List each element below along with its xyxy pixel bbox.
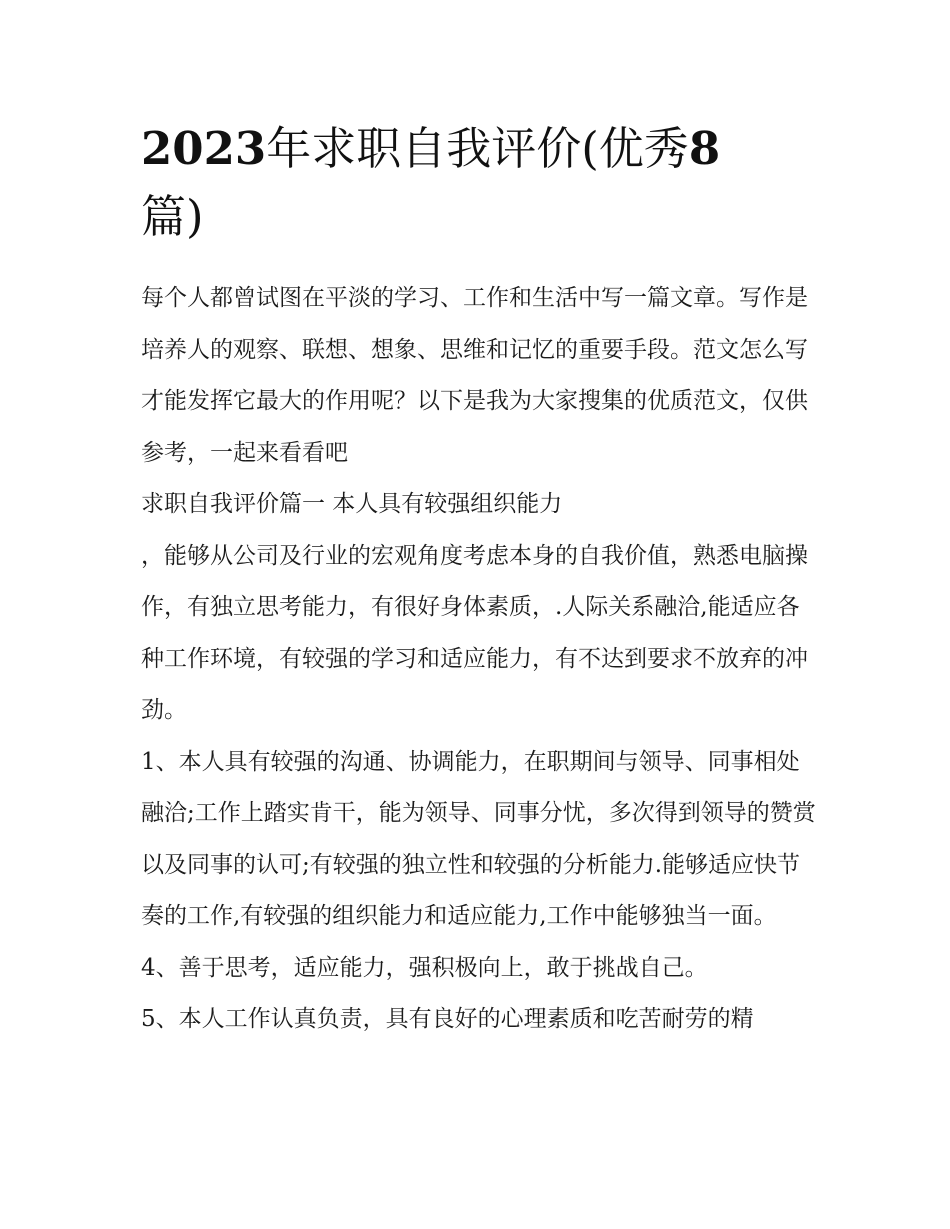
title-year: 2023 [141,122,267,175]
list-item-1: 1、本人具有较强的沟通、协调能力，在职期间与领导、同事相处融洽;工作上踏实肯干，能为领导、同事分忧，多次得到领导的赞赏以及同事的认可;有较强的独立性和较强的分析能力.能够适应快节奏的工作,有较强的组织能力和适应能力,工作中能够独当一面。 [141,748,816,929]
title-tail: 篇) [141,190,204,243]
document-content [141,115,821,1046]
section-heading-one: 求职自我评价篇一 本人具有较强组织能力 [141,491,563,517]
document-title [141,115,821,251]
list-item-5: 5、本人工作认真负责，具有良好的心理素质和吃苦耐劳的精 [141,1006,754,1032]
body-paragraph: ，能够从公司及行业的宏观角度考虑本身的自我价值，熟悉电脑操作，有独立思考能力，有很好身体素质，.人际关系融洽,能适应各种工作环境，有较强的学习和适应能力，有不达到要求不放弃的冲劲。 [141,542,808,723]
title-middle: 年求职自我评价(优秀 [266,122,689,175]
intro-paragraph: 每个人都曾试图在平淡的学习、工作和生活中写一篇文章。写作是培养人的观察、联想、想象、思维和记忆的重要手段。范文怎么写才能发挥它最大的作用呢？以下是我为大家搜集的优质范文，仅供参考，一起来看看吧 [141,285,808,466]
title-count: 8 [688,122,721,175]
list-item-4: 4、善于思考，适应能力，强积极向上，敢于挑战自己。 [141,954,708,981]
